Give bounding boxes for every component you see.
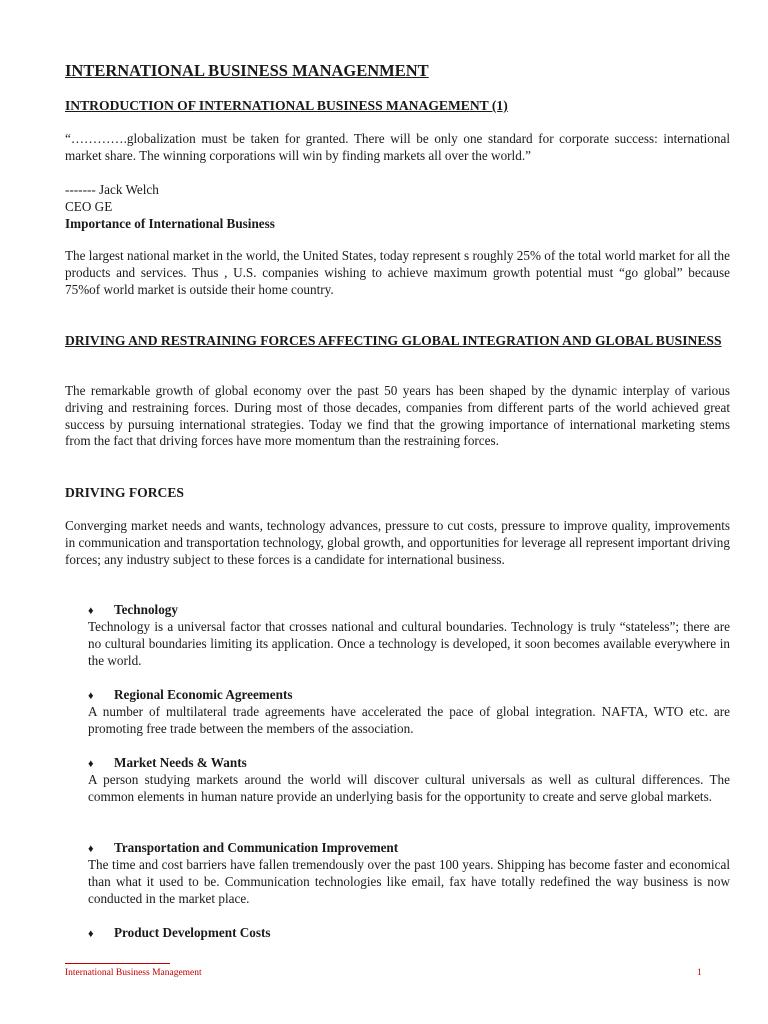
diamond-bullet-icon: ♦ xyxy=(88,690,94,702)
bullet-title: Technology xyxy=(114,602,178,617)
driving-restraining-paragraph: The remarkable growth of global economy over the past 50 years has been shaped by the dynamic interplay of various driving and restraining forces. During most of those decades, companies from different parts of the world achieved great success by pursuing international strategies. Today we find that the growing importance of international marketing stems from the fact that driving forces have more momentum than the restraining forces. xyxy=(65,383,730,449)
importance-heading: Importance of International Business xyxy=(65,216,275,231)
bullet-text-market-needs-wants: A person studying markets around the world will discover cultural universals as well as cultural differences. The common elements in human nature provide an underlying basis for the opportunity to create and serve global markets. xyxy=(88,772,730,804)
bullet-title-regional-economic-agreements xyxy=(88,687,293,705)
driving-forces-paragraph: Converging market needs and wants, technology advances, pressure to cut costs, pressure to improve quality, improvements in communication and transportation technology, global growth, and opportunities for leverage all represent important driving forces; any industry subject to these forces is a candidate for international business. xyxy=(65,518,730,567)
diamond-bullet-icon: ♦ xyxy=(88,758,94,770)
bullet-text-regional-economic-agreements: A number of multilateral trade agreements have accelerated the pace of global integration. NAFTA, WTO etc. are promoting free trade between the members of the association. xyxy=(88,704,730,736)
bullet-title: Regional Economic Agreements xyxy=(114,687,293,702)
diamond-bullet-icon: ♦ xyxy=(88,605,94,617)
driving-restraining-heading: DRIVING AND RESTRAINING FORCES AFFECTING GLOBAL INTEGRATION AND GLOBAL BUSINESS xyxy=(65,333,722,348)
diamond-bullet-icon: ♦ xyxy=(88,928,94,940)
bullet-title: Market Needs & Wants xyxy=(114,755,247,770)
footer-divider xyxy=(65,963,170,964)
quote-text: “………….globalization must be taken for granted. There will be only one standard for corporate success: international market share. The winning corporations will win by finding markets all over the world.” xyxy=(65,131,730,163)
bullet-text-transportation-communication: The time and cost barriers have fallen tremendously over the past 100 years. Shipping has become faster and economical than what it used to be. Communication technologies like email, fax have totally redefined the way business is now conducted in the market place. xyxy=(88,857,730,906)
bullet-title-market-needs-wants xyxy=(88,755,247,773)
bullet-title: Product Development Costs xyxy=(114,925,271,940)
bullet-title: Transportation and Communication Improvement xyxy=(114,840,399,855)
intro-heading: INTRODUCTION OF INTERNATIONAL BUSINESS MANAGEMENT (1) xyxy=(65,98,508,113)
driving-forces-heading: DRIVING FORCES xyxy=(65,485,184,500)
footer-document-name: International Business Management xyxy=(65,968,202,978)
bullet-title-transportation-communication xyxy=(88,840,398,858)
importance-paragraph: The largest national market in the world, the United States, today represent s roughly 25% of the total world market for all the products and services. Thus , U.S. companies wishing to achieve maximum growth potential must “go global” because 75%of world market is outside their home country. xyxy=(65,248,730,297)
diamond-bullet-icon: ♦ xyxy=(88,843,94,855)
document-title: INTERNATIONAL BUSINESS MANAGENMENT xyxy=(65,61,429,80)
bullet-text-technology: Technology is a universal factor that crosses national and cultural boundaries. Technology is truly “stateless”; there are no cultural boundaries limiting its application. Once a technology is developed, it soon becomes available everywhere in the world. xyxy=(88,619,730,668)
bullet-title-product-development-costs xyxy=(88,925,271,943)
quote-author: ------- Jack Welch xyxy=(65,182,159,197)
footer-page-number: 1 xyxy=(697,968,702,978)
quote-role: CEO GE xyxy=(65,199,113,214)
bullet-title-technology xyxy=(88,602,178,620)
